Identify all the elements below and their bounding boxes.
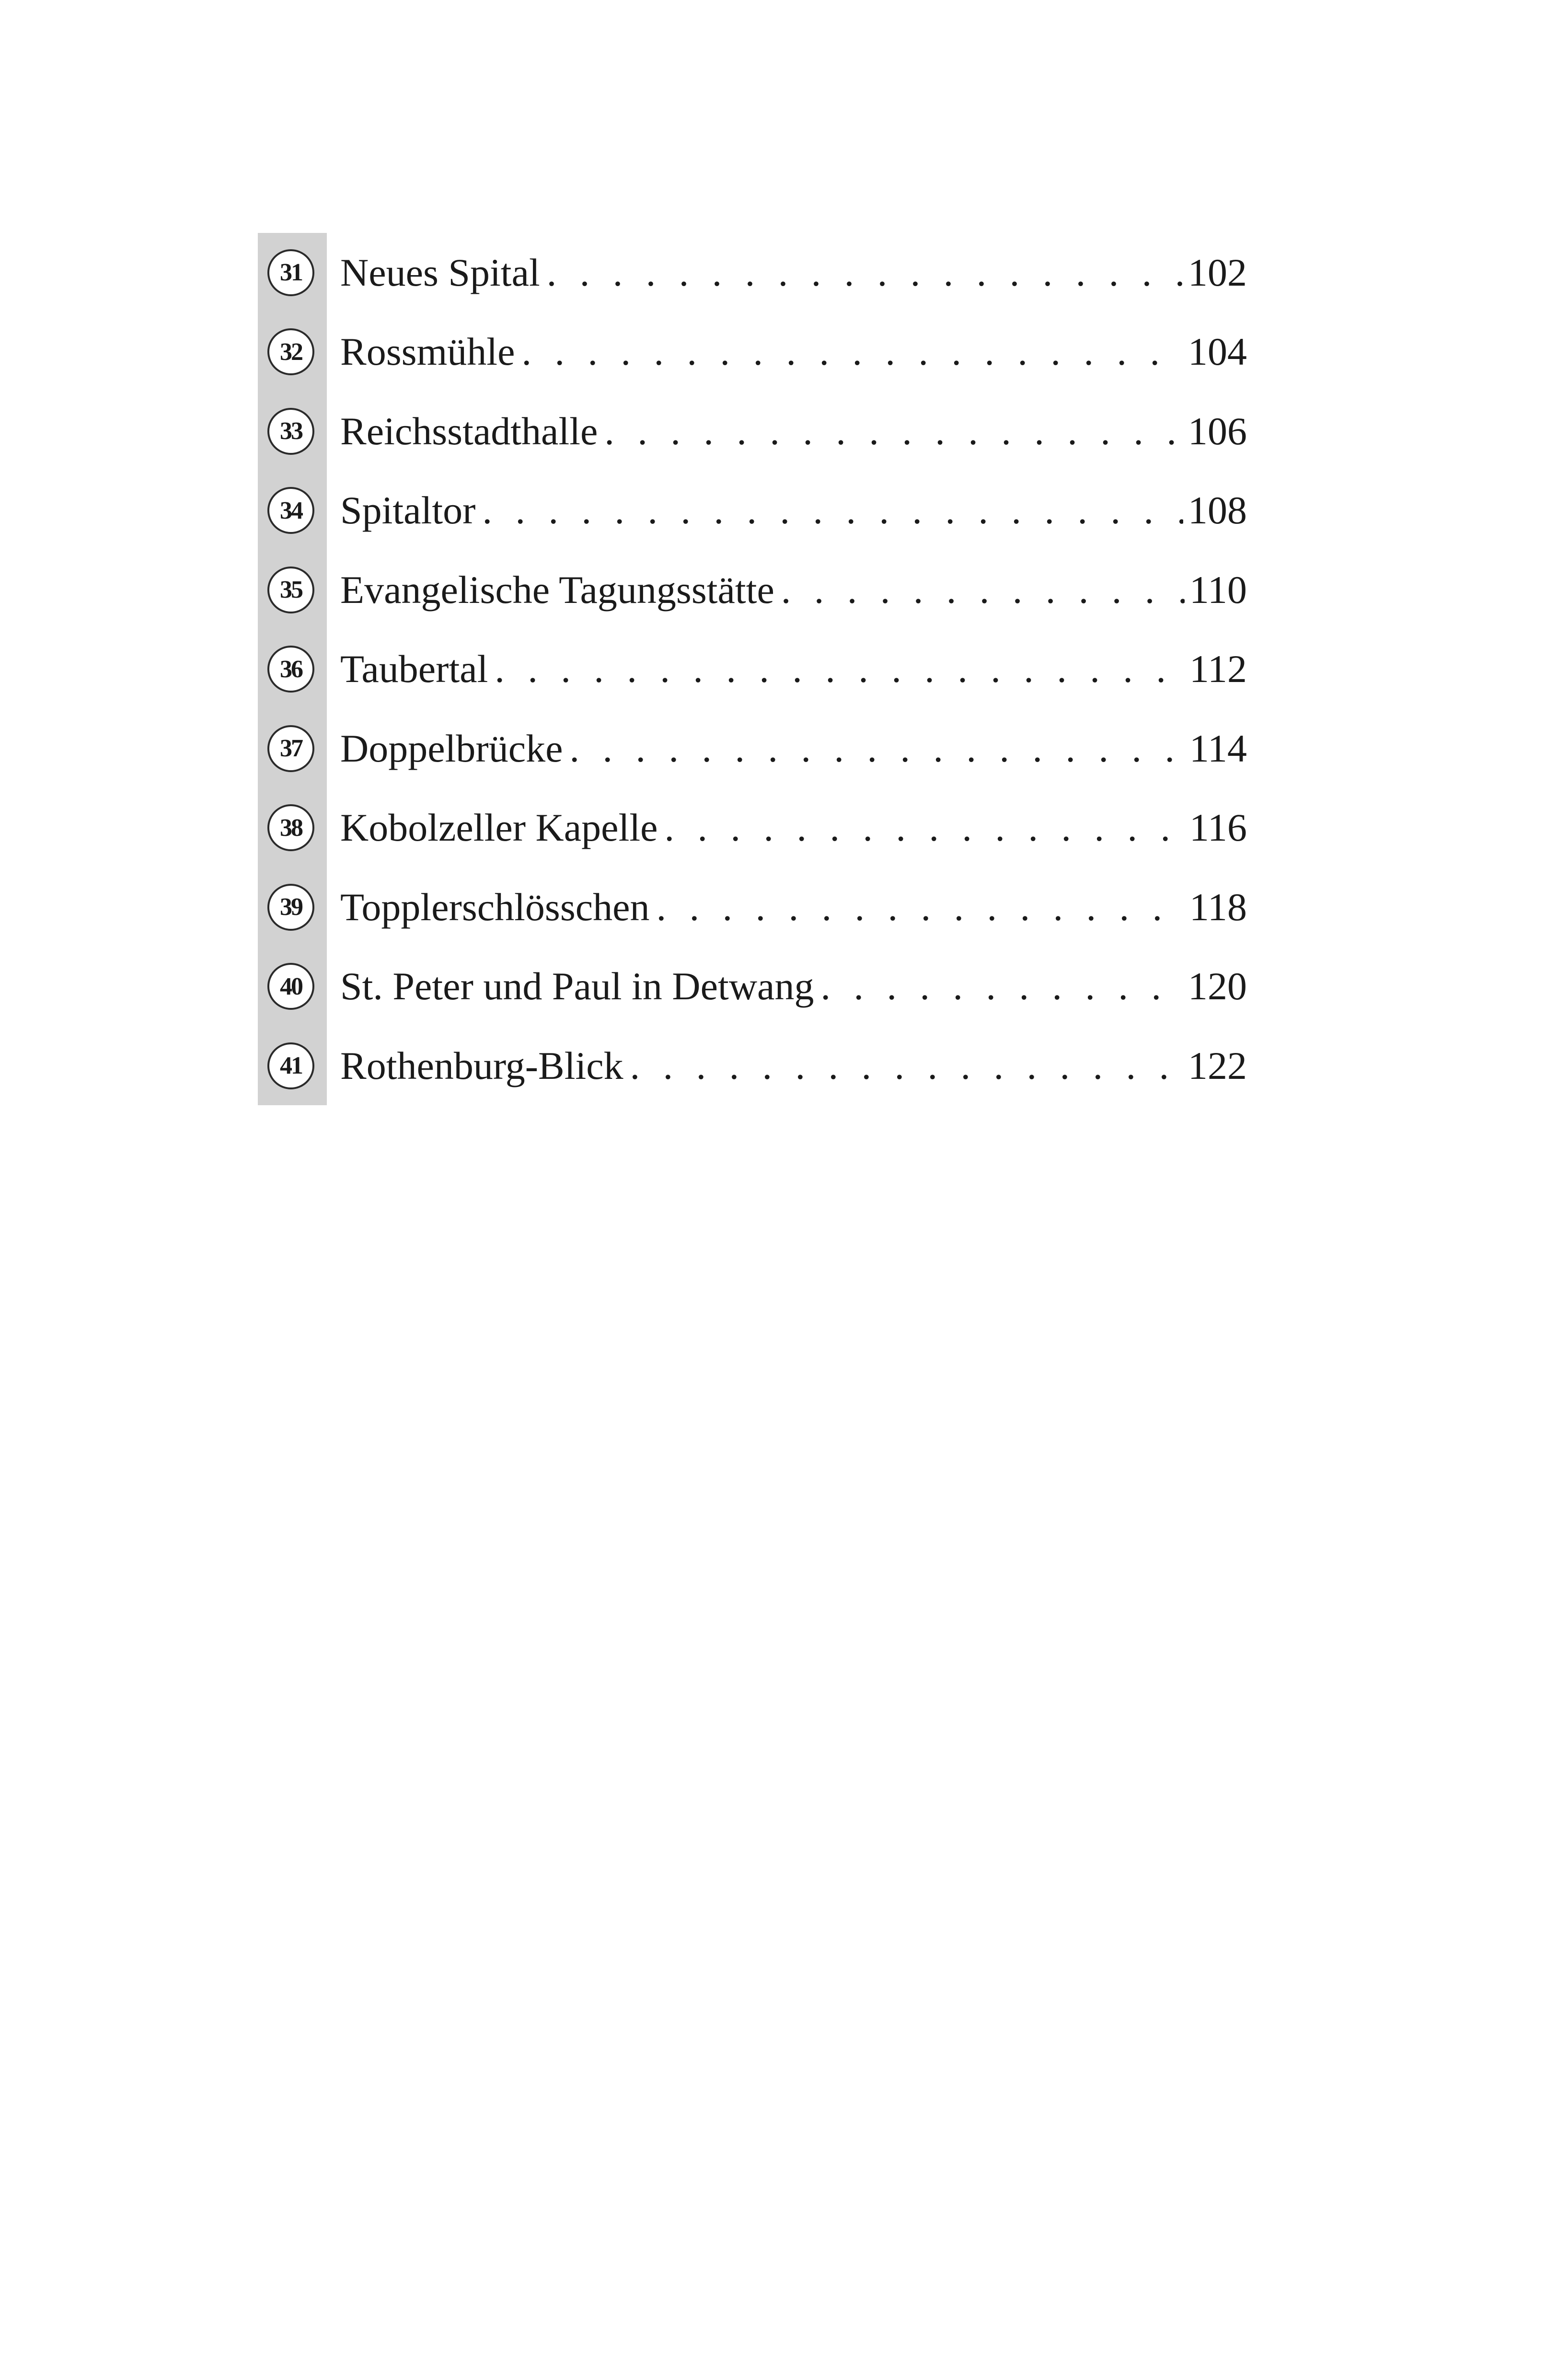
dot-leader — [521, 332, 1183, 371]
entry-line — [340, 726, 1247, 770]
entry-number-badge: 36 — [267, 646, 314, 693]
entry-number-badge: 40 — [267, 963, 314, 1010]
toc-entry[interactable] — [258, 312, 1247, 392]
entry-title[interactable]: Neues Spital — [340, 250, 540, 294]
entry-title[interactable]: Rossmühle — [340, 330, 515, 374]
dot-leader — [604, 412, 1183, 451]
entry-line — [340, 964, 1247, 1008]
dot-leader — [665, 808, 1185, 847]
entry-title[interactable]: Taubertal — [340, 647, 488, 691]
toc-entry[interactable] — [258, 392, 1247, 471]
dot-leader — [547, 253, 1183, 292]
toc-entry[interactable] — [258, 550, 1247, 630]
entry-line — [340, 250, 1247, 294]
entry-line — [340, 330, 1247, 374]
entry-title[interactable]: Doppelbrücke — [340, 726, 563, 770]
dot-leader — [657, 888, 1185, 927]
toc-entry[interactable] — [258, 947, 1247, 1027]
entry-number-badge: 34 — [267, 487, 314, 534]
entry-number-badge: 32 — [267, 328, 314, 375]
entry-page-number[interactable]: 114 — [1189, 726, 1247, 770]
toc-list — [258, 233, 1247, 1106]
entry-title[interactable]: Evangelische Tagungsstätte — [340, 567, 774, 612]
toc-entry[interactable] — [258, 709, 1247, 788]
dot-leader — [781, 570, 1185, 610]
entry-page-number[interactable]: 120 — [1188, 964, 1247, 1008]
entry-title[interactable]: Rothenburg-Blick — [340, 1043, 623, 1087]
entry-page-number[interactable]: 116 — [1189, 806, 1247, 850]
entry-page-number[interactable]: 122 — [1188, 1043, 1247, 1087]
entry-number-badge: 33 — [267, 408, 314, 455]
entry-number-badge: 39 — [267, 884, 314, 931]
entry-line — [340, 806, 1247, 850]
dot-leader — [495, 649, 1185, 689]
entry-title[interactable]: Spitaltor — [340, 488, 476, 532]
entry-page-number[interactable]: 106 — [1188, 409, 1247, 453]
toc-entry[interactable] — [258, 630, 1247, 709]
entry-line — [340, 409, 1247, 453]
toc-entry[interactable] — [258, 788, 1247, 868]
entry-number-badge: 38 — [267, 804, 314, 851]
toc-entry[interactable] — [258, 471, 1247, 551]
entry-line — [340, 649, 1247, 689]
dot-leader — [820, 967, 1183, 1006]
entry-number-badge: 35 — [267, 567, 314, 613]
entry-page-number[interactable]: 104 — [1188, 330, 1247, 374]
entry-line — [340, 885, 1247, 929]
dot-leader — [570, 729, 1185, 768]
dot-leader — [482, 491, 1183, 530]
entry-line — [340, 567, 1247, 612]
entry-number-badge: 41 — [267, 1042, 314, 1089]
entry-title[interactable]: St. Peter und Paul in Detwang — [340, 964, 814, 1008]
entry-number-badge: 37 — [267, 725, 314, 772]
toc-entry[interactable] — [258, 1026, 1247, 1106]
entry-page-number[interactable]: 118 — [1189, 885, 1247, 929]
entry-line — [340, 1043, 1247, 1087]
entry-title[interactable]: Reichsstadthalle — [340, 409, 598, 453]
entry-page-number[interactable]: 110 — [1189, 567, 1247, 612]
dot-leader — [630, 1046, 1183, 1086]
entry-page-number[interactable]: 102 — [1188, 250, 1247, 294]
entry-title[interactable]: Topplerschlösschen — [340, 885, 650, 929]
toc-entry[interactable] — [258, 867, 1247, 947]
toc-entry[interactable] — [258, 233, 1247, 312]
entry-page-number[interactable]: 112 — [1189, 647, 1247, 691]
entry-line — [340, 488, 1247, 532]
entry-page-number[interactable]: 108 — [1188, 488, 1247, 532]
entry-title[interactable]: Kobolzeller Kapelle — [340, 806, 658, 850]
entry-number-badge: 31 — [267, 249, 314, 296]
